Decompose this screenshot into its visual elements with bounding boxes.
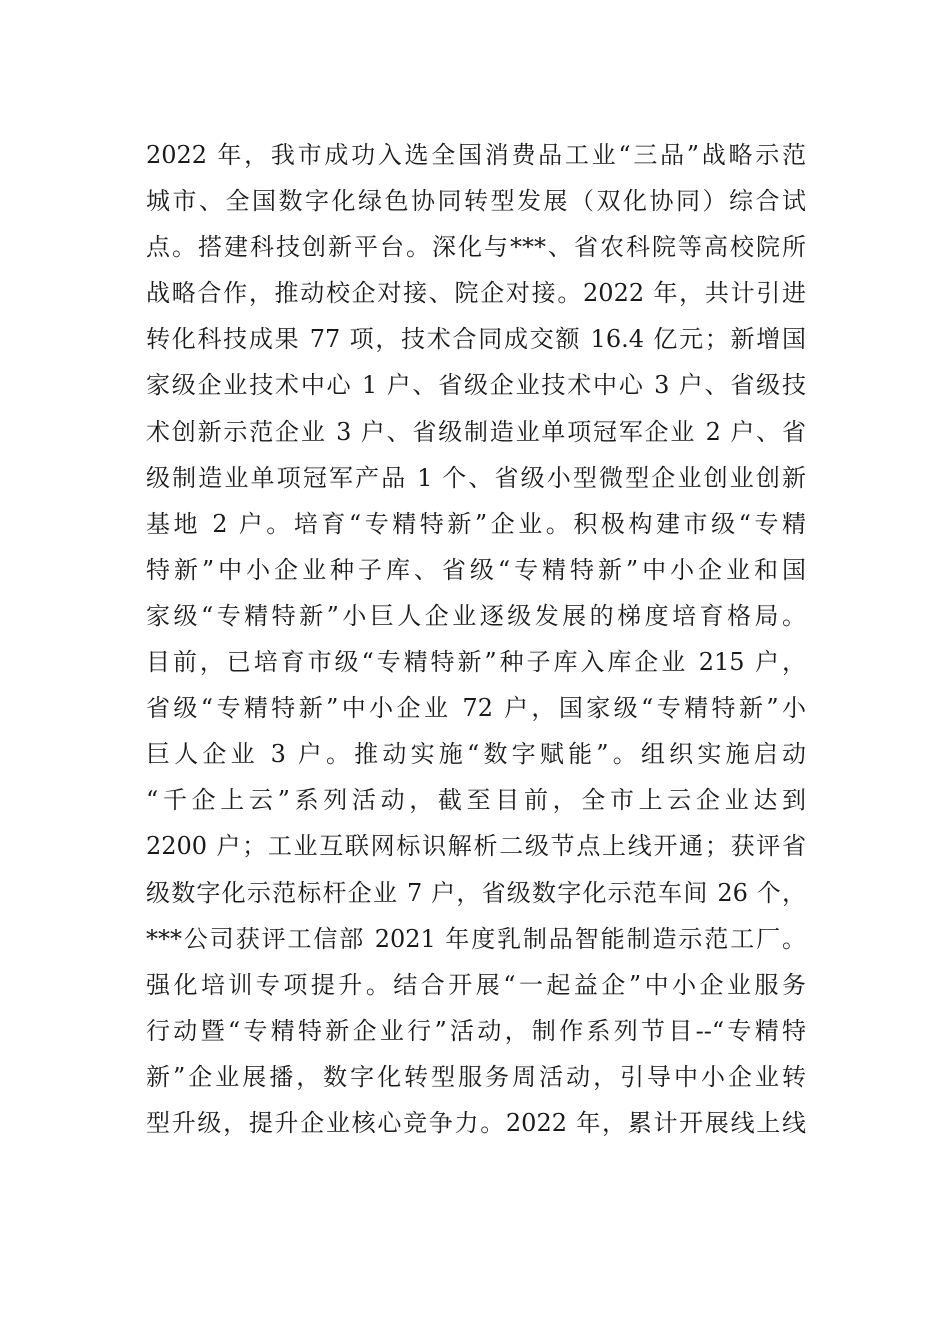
text-line: 2200 户；工业互联网标识解析二级节点上线开通；获评省	[146, 832, 806, 861]
text-line: 目前，已培育市级“专精特新”种子库入库企业 215 户，	[146, 648, 806, 677]
text-line: 家级企业技术中心 1 户、省级企业技术中心 3 户、省级技	[146, 371, 806, 400]
text-line: 家级“专精特新”小巨人企业逐级发展的梯度培育格局。	[146, 601, 806, 630]
text-line: 2022 年，我市成功入选全国消费品工业“三品”战略示范	[146, 141, 806, 169]
text-line: 强化培训专项提升。结合开展“一起益企”中小企业服务	[146, 970, 806, 999]
text-line: 特新”中小企业种子库、省级“专精特新”中小企业和国	[146, 555, 806, 584]
text-line: 省级“专精特新”中小企业 72 户，国家级“专精特新”小	[146, 694, 806, 723]
text-line: 巨人企业 3 户。推动实施“数字赋能”。组织实施启动	[146, 740, 806, 769]
text-line: 转化科技成果 77 项，技术合同成交额 16.4 亿元；新增国	[146, 325, 806, 354]
body-paragraph	[146, 132, 806, 1146]
text-line: 城市、全国数字化绿色协同转型发展（双化协同）综合试	[146, 187, 806, 216]
text-line: 级数字化示范标杆企业 7 户，省级数字化示范车间 26 个，	[146, 878, 806, 907]
text-line: 型升级，提升企业核心竞争力。2022 年，累计开展线上线	[146, 1108, 806, 1137]
text-line: 基地 2 户。培育“专精特新”企业。积极构建市级“专精	[146, 509, 806, 538]
text-line: 行动暨“专精特新企业行”活动，制作系列节目--“专精特	[146, 1016, 806, 1045]
text-line: 新”企业展播，数字化转型服务周活动，引导中小企业转	[146, 1062, 806, 1091]
text-line: ***公司获评工信部 2021 年度乳制品智能制造示范工厂。	[146, 924, 806, 953]
text-line: “千企上云”系列活动，截至目前，全市上云企业达到	[146, 786, 806, 815]
text-line: 术创新示范企业 3 户、省级制造业单项冠军企业 2 户、省	[146, 417, 806, 446]
text-line: 战略合作，推动校企对接、院企对接。2022 年，共计引进	[146, 279, 806, 308]
text-line: 级制造业单项冠军产品 1 个、省级小型微型企业创业创新	[146, 463, 806, 492]
text-line: 点。搭建科技创新平台。深化与***、省农科院等高校院所	[146, 233, 806, 262]
